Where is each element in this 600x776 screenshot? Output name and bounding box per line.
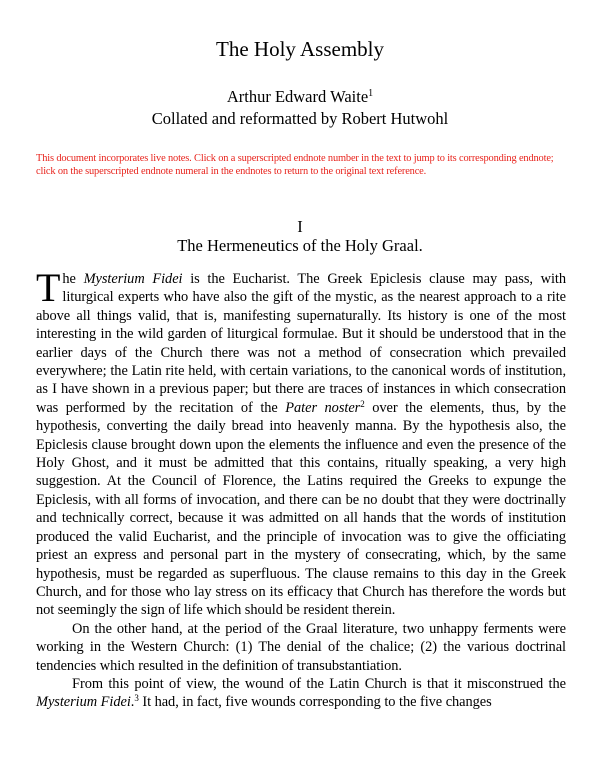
text-run: .	[130, 694, 135, 711]
live-notes-notice: This document incorporates live notes. Click on a superscripted endnote number in the text to jump to its corresponding endnote; click on the superscripted endnote numeral in the endnotes to return to the original text reference.	[36, 153, 554, 177]
text-run: over the elements, thus, by the hypothesis, converting the daily bread into heavenly manna. By the hypothesis also, the Epiclesis clause brought down upon the elements the influence and even the presence of the Holy Ghost, and it must be admitted that this contains, ritually speaking, a very high suggestion. At the Council of Florence, the Latins required the Greeks to expunge the Epiclesis, with all forms of invocation, and there can be no doubt that they were doctrinally and technically correct, because it was admitted on all hands that the words of institution produced the valid Eucharist, and the principle of invocation was to give the officiating priest an express and personal part in the mystery of consecrating, which, by the same hypothesis, must be regarded as superfluous. The clause remains to this day in the Greek Church, and for those who lay stress on its efficacy that Church has therefore the words but not seemingly the sign of life which should be resident therein.	[36, 399, 566, 619]
italic-term: Mysterium Fidei	[83, 271, 183, 287]
paragraph-3	[36, 675, 566, 712]
endnote-link-3[interactable]: 3	[134, 693, 139, 704]
collator-line: Collated and reformatted by Robert Hutwohl	[151, 109, 449, 128]
endnote-link-1[interactable]: 1	[368, 88, 374, 99]
drop-cap: T	[36, 265, 61, 310]
paragraph-1	[36, 265, 567, 620]
author-name: Arthur Edward Waite	[226, 87, 369, 106]
text-run: he	[62, 271, 84, 287]
author-line	[0, 86, 600, 108]
section-title: The Hermeneutics of the Holy Graal.	[177, 236, 423, 255]
section-number: I	[297, 217, 303, 236]
byline	[0, 86, 600, 130]
body-text	[36, 265, 567, 712]
text-run: From this point of view, the wound of the Latin Church is that it misconstrued the	[72, 675, 566, 692]
text-run: is the Eucharist. The Greek Epiclesis clause may pass, with liturgical experts who have also the gift of the mystic, as the nearest approach to a rite above all things valid, that is, manifesting supernaturally. Its history is one of the most interesting in the wild garden of liturgical formulae. But it should be understood that in the earlier days of the Church there was not a method of consecration which prevailed everywhere; the Latin rite held, with certain variations, to the canonical words of institution, as I have shown in a previous paper; but there are traces of instances in which consecration was performed by the recitation of the	[36, 271, 567, 416]
document-title: The Holy Assembly	[216, 37, 384, 61]
endnote-link-2[interactable]: 2	[360, 398, 365, 409]
italic-term: Mysterium Fidei	[36, 694, 131, 711]
paragraph-2: On the other hand, at the period of the Graal literature, two unhappy ferments were working in the Western Church: (1) The denial of the chalice; (2) the various doctrinal tendencies which resulted in the definition of transubstantiation.	[36, 620, 566, 674]
text-run: It had, in fact, five wounds corresponding to the five changes	[138, 694, 492, 711]
italic-term: Pater noster	[285, 399, 361, 416]
